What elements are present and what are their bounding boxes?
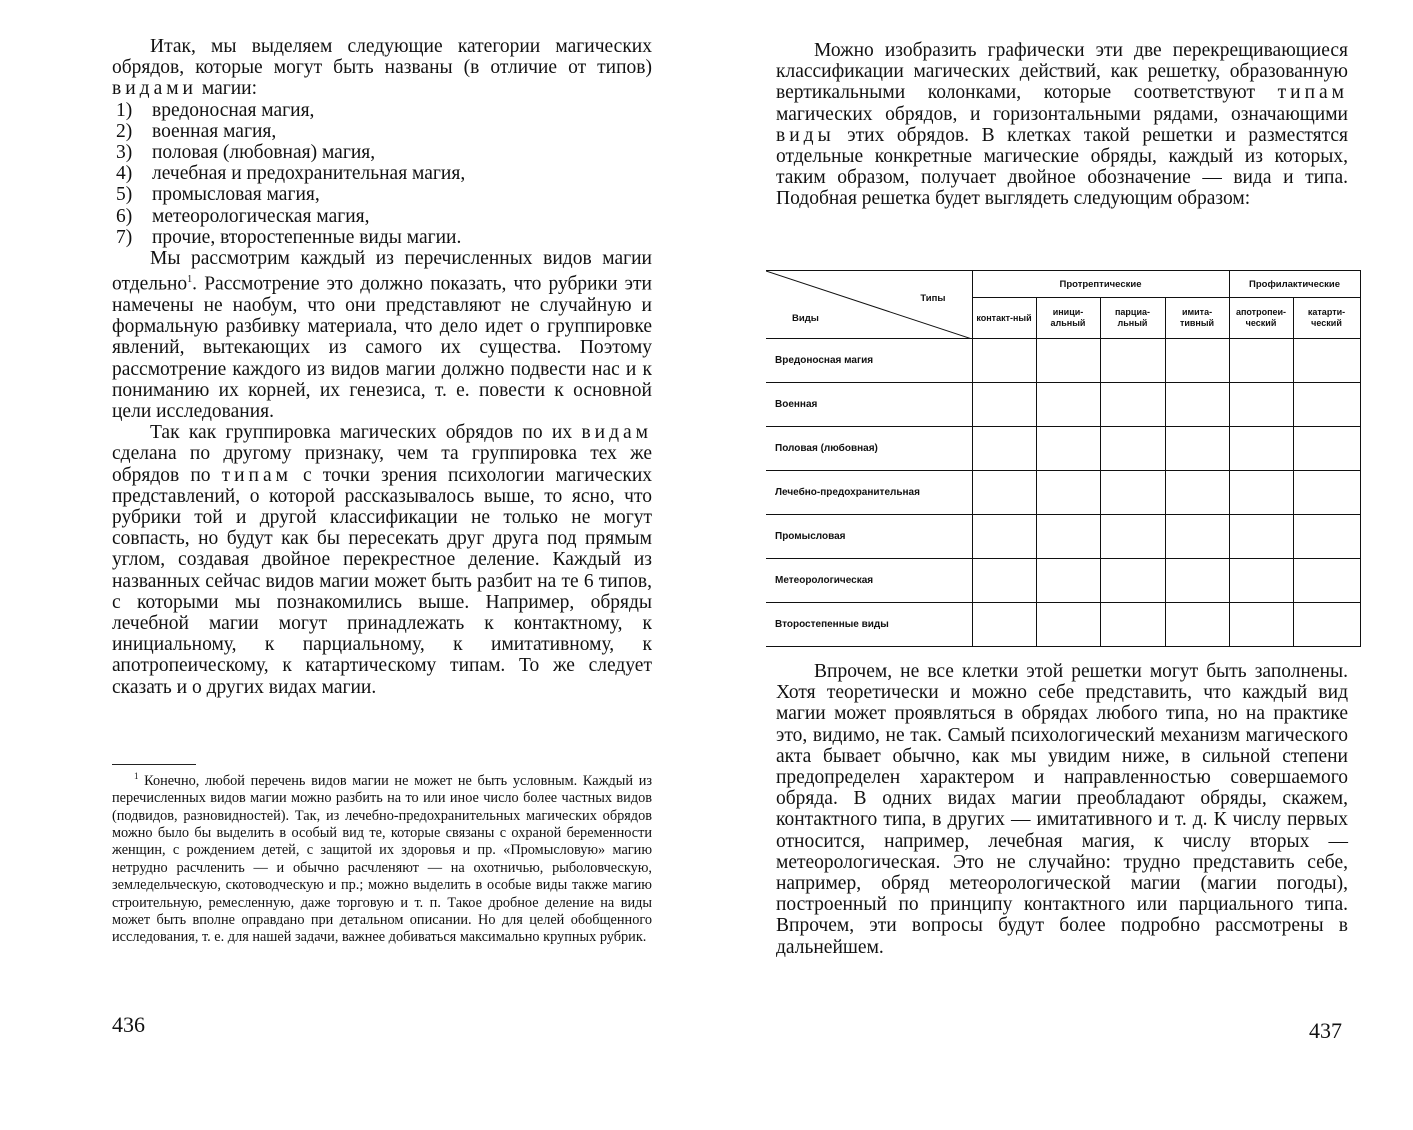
list-item: 2) военная магия, xyxy=(116,120,277,142)
group-header: Профилактические xyxy=(1229,271,1360,298)
group-header: Протрептические xyxy=(972,271,1229,298)
table-row xyxy=(766,515,1360,559)
footnote-ref: 1 xyxy=(187,274,193,286)
page-number-right: 437 xyxy=(1309,1018,1342,1043)
right-text-top xyxy=(776,40,1348,210)
paragraph-2: Мы рассмотрим каждый из перечисленных видов магии отдельно$^1$. Рассмотрение это должно показать, что рубрики эти намечены не наобум, что они представляют не случайную и формальную разбивку материала, что дело идет о группировке явлений, вытекающих из самого их существа. Поэтому рассмотрение каждого из видов магии должно подвести нас и к пониманию их корней, их генезиса, т. е. повести к основной цели исследования. xyxy=(112,248,652,422)
corner-diagonal xyxy=(766,271,972,339)
table-row xyxy=(766,383,1360,427)
right-paragraph-1: Можно изобразить графически эти две перекрещивающиеся классификации магических действий, как решетку, образованную вертикальными колонками, которые соответствуют типам магических обрядов, и горизонтальными рядами, означающими виды этих обрядов. В клетках такой решетки и разместятся отдельные конкретные магические обряды, каждый из которых, таким образом, получает двойное обозначение — вида и типа. Подобная решетка будет выглядеть следующим образом: xyxy=(776,40,1349,210)
corner-kinds-label: Виды xyxy=(792,313,819,324)
list-item: 4) лечебная и предохранительная магия, xyxy=(116,163,466,185)
list-item: 1) вредоносная магия, xyxy=(116,99,315,121)
table-row xyxy=(766,559,1360,603)
type-header: имита-тивный xyxy=(1165,298,1229,339)
page-number-left: 436 xyxy=(112,1012,145,1037)
footnote-divider xyxy=(112,764,196,765)
table-row xyxy=(766,427,1360,471)
classification-grid xyxy=(766,270,1360,646)
left-text-block xyxy=(112,36,652,698)
row-label: Лечебно-предохранительная xyxy=(766,471,972,515)
magic-kinds-list xyxy=(112,100,652,248)
right-paragraph-2: Впрочем, не все клетки этой решетки могут быть заполнены. Хотя теоретически и можно себе представить, что каждый вид магии может проявляться в обрядах любого типа, но на практике это, видимо, не так. Самый психологический механизм магического акта бывает обычно, как мы увидим ниже, в сильной степени предопределен характером и направленностью совершаемого обряда. В одних видах магии преобладают обряды, скажем, контактного типа, в других — имитативного и т. д. К числу первых относится, например, лечебная магия, к числу вторых — метеорологическая. Это не случайно: трудно представить себе, например, обряд метеорологической магии (магии погоды), построенный по принципу контактного или парциального типа. Впрочем, эти вопросы будут более подробно рассмотрены в дальнейшем. xyxy=(776,661,1348,958)
intro-paragraph xyxy=(112,36,652,100)
grid-corner-cell xyxy=(766,271,972,339)
list-item: 7) прочие, второстепенные виды магии. xyxy=(116,226,462,248)
list-item: 5) промысловая магия, xyxy=(116,184,320,206)
intro-end: магии: xyxy=(201,78,258,100)
list-item: 3) половая (любовная) магия, xyxy=(116,142,376,164)
type-header: катарти-ческий xyxy=(1293,298,1360,339)
table-row xyxy=(766,339,1360,383)
type-header: контакт-ный xyxy=(972,298,1036,339)
row-label: Второстепенные виды xyxy=(766,603,972,647)
footnote: $^1$ Конечно, любой перечень видов магии не может не быть условным. Каждый из перечисленных видов магии можно разбить на то или иное число более частных видов (подвидов, разновидностей). Так, из лечебно-предохранительных магических обрядов можно было бы выделить в особый вид те, которые связаны с охраной беременности женщин, с рождением детей, с защитой их здоровья и пр. «Промысловую» магию нетрудно расчленить — и обычно расчленяют — на охотничью, рыболовческую, земледельческую, скотоводческую и пр.; можно выделить в особые виды также магию строительную, ремесленную, даже торговую и т. п. Такое дробное деление на виды может быть вполне оправдано при детальном описании. Но для целей обобщенного исследования, т. е. для нашей задачи, важнее добиваться максимально крупных рубрик. xyxy=(112,771,652,946)
grid-table xyxy=(766,270,1361,647)
row-label: Вредоносная магия xyxy=(766,339,972,383)
row-label: Военная xyxy=(766,383,972,427)
type-header: апотропеи-ческий xyxy=(1229,298,1293,339)
type-header: парциа-льный xyxy=(1100,298,1165,339)
row-label: Промысловая xyxy=(766,515,972,559)
right-text-bottom xyxy=(776,661,1348,958)
intro-text: Итак, мы выделяем следующие категории магических обрядов, которые могут быть названы (в отличие от типов) xyxy=(112,36,652,79)
row-label: Метеорологическая xyxy=(766,559,972,603)
paragraph-3: Так как группировка магических обрядов по их видам сделана по другому признаку, чем та группировка тех же обрядов по типам с точки зрения психологии магических представлений, о которой рассказывалось выше, то ясно, что рубрики той и другой классификации не только не могут совпасть, но будут как бы пересекать друг друга под прямым углом, создавая двойное перекрестное деление. Каждый из названных сейчас видов магии может быть разбит на те 6 типов, с которыми мы познакомились выше. Например, обряды лечебной магии могут принадлежать к контактному, к инициальному, к парциальному, к имитативному, к апотропеическому, к катартическому типам. То же следует сказать и о других видах магии. xyxy=(112,422,653,698)
type-header: иници-альный xyxy=(1036,298,1100,339)
intro-spaced-word: видами xyxy=(112,78,197,100)
row-label: Половая (любовная) xyxy=(766,427,972,471)
table-row xyxy=(766,603,1360,647)
list-item: 6) метеорологическая магия, xyxy=(116,205,370,227)
corner-types-label: Типы xyxy=(920,293,946,304)
table-row xyxy=(766,471,1360,515)
